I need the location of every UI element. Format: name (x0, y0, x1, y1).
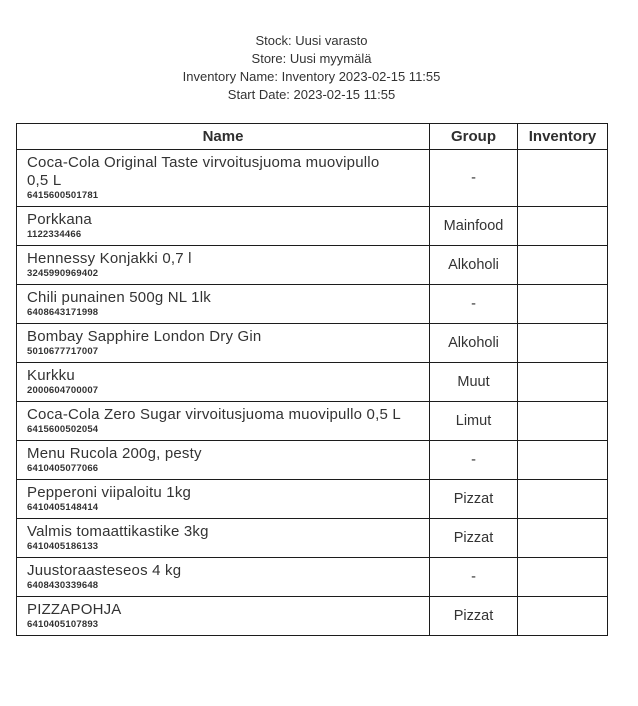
product-group-cell (430, 480, 518, 519)
product-name-cell (17, 402, 430, 441)
product-inventory-cell (518, 402, 608, 441)
product-group: - (471, 170, 476, 186)
product-inventory-cell (518, 246, 608, 285)
product-inventory-cell (518, 558, 608, 597)
table-row (17, 597, 608, 636)
product-name-cell (17, 246, 430, 285)
product-name: Coca-Cola Original Taste virvoitusjuoma muovipullo 0,5 L (27, 154, 380, 189)
store-line: Store: Uusi myymälä (251, 51, 372, 66)
product-code: 6410405107893 (27, 619, 99, 630)
product-group-cell (430, 285, 518, 324)
product-name: PIZZAPOHJA (27, 601, 122, 618)
product-inventory-cell (518, 363, 608, 402)
product-group: Mainfood (443, 218, 504, 234)
product-code: 6408643171998 (27, 307, 99, 318)
product-group: Pizzat (453, 530, 494, 546)
product-name-cell (17, 150, 430, 207)
product-name-cell (17, 285, 430, 324)
stock-line: Stock: Uusi varasto (255, 33, 368, 48)
product-name: Coca-Cola Zero Sugar virvoitusjuoma muovipullo 0,5 L (27, 406, 401, 423)
product-code: 6410405186133 (27, 541, 99, 552)
product-inventory-cell (518, 207, 608, 246)
product-group: Muut (457, 374, 490, 390)
product-code: 6410405148414 (27, 502, 99, 513)
inventory-table (16, 123, 608, 636)
product-name-cell (17, 558, 430, 597)
product-inventory-cell (518, 597, 608, 636)
table-row (17, 519, 608, 558)
product-name: Bombay Sapphire London Dry Gin (27, 328, 262, 345)
table-row (17, 480, 608, 519)
table-row (17, 324, 608, 363)
product-code: 2000604700007 (27, 385, 99, 396)
table-row (17, 441, 608, 480)
product-group-cell (430, 150, 518, 207)
product-group: Pizzat (453, 491, 494, 507)
table-row (17, 285, 608, 324)
product-inventory-cell (518, 519, 608, 558)
product-name-cell (17, 363, 430, 402)
product-code: 1122334466 (27, 229, 82, 240)
product-group: - (471, 569, 476, 585)
product-code: 5010677717007 (27, 346, 99, 357)
product-group: - (471, 452, 476, 468)
table-header-row (17, 124, 608, 150)
column-header-group: Group (430, 124, 518, 150)
product-group-cell (430, 558, 518, 597)
table-row (17, 363, 608, 402)
inventory-name-line: Inventory Name: Inventory 2023-02-15 11:55 (182, 69, 441, 84)
product-inventory-cell (518, 150, 608, 207)
product-group: Pizzat (453, 608, 494, 624)
table-row (17, 207, 608, 246)
product-name: Chili punainen 500g NL 1lk (27, 289, 211, 306)
product-group-cell (430, 402, 518, 441)
product-code: 3245990969402 (27, 268, 99, 279)
product-name: Hennessy Konjakki 0,7 l (27, 250, 192, 267)
product-group-cell (430, 363, 518, 402)
product-group-cell (430, 519, 518, 558)
product-code: 6415600501781 (27, 190, 99, 201)
product-inventory-cell (518, 324, 608, 363)
product-group-cell (430, 441, 518, 480)
product-group-cell (430, 246, 518, 285)
product-name-cell (17, 480, 430, 519)
product-name-cell (17, 597, 430, 636)
product-group: Limut (455, 413, 492, 429)
product-inventory-cell (518, 285, 608, 324)
product-name: Pepperoni viipaloitu 1kg (27, 484, 192, 501)
product-group-cell (430, 207, 518, 246)
product-name-cell (17, 519, 430, 558)
product-code: 6415600502054 (27, 424, 99, 435)
table-row (17, 150, 608, 207)
product-code: 6408430339648 (27, 580, 99, 591)
report-header (16, 32, 607, 104)
column-header-name: Name (17, 124, 430, 150)
product-inventory-cell (518, 441, 608, 480)
start-date-line: Start Date: 2023-02-15 11:55 (227, 87, 396, 102)
product-group-cell (430, 597, 518, 636)
product-name: Kurkku (27, 367, 75, 384)
product-group: Alkoholi (448, 335, 499, 351)
product-name-cell (17, 441, 430, 480)
product-name: Valmis tomaattikastike 3kg (27, 523, 209, 540)
table-row (17, 558, 608, 597)
product-group: - (471, 296, 476, 312)
product-name-cell (17, 324, 430, 363)
table-row (17, 246, 608, 285)
product-group-cell (430, 324, 518, 363)
product-name: Juustoraasteseos 4 kg (27, 562, 182, 579)
product-name: Porkkana (27, 211, 92, 228)
product-code: 6410405077066 (27, 463, 99, 474)
product-name-cell (17, 207, 430, 246)
product-name: Menu Rucola 200g, pesty (27, 445, 202, 462)
product-group: Alkoholi (448, 257, 499, 273)
table-row (17, 402, 608, 441)
column-header-inventory: Inventory (518, 124, 608, 150)
inventory-table-body (17, 150, 608, 636)
product-inventory-cell (518, 480, 608, 519)
